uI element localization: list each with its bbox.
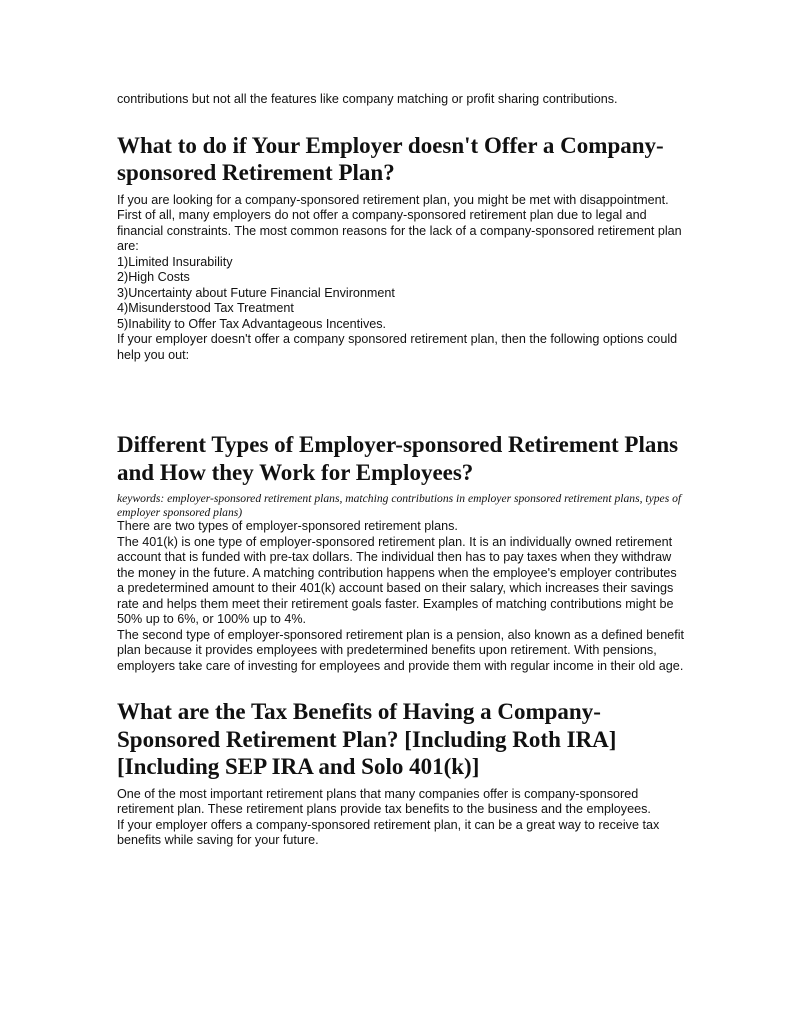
section-heading-types-of-plans: Different Types of Employer-sponsored Retirement Plans and How they Work for Employees?: [117, 432, 679, 485]
section3-paragraph: If your employer offers a company-sponsored retirement plan, it can be a great way to receive tax benefits while saving for your future.: [117, 817, 660, 847]
section1-options-paragraph: If your employer doesn't offer a company sponsored retirement plan, then the following options could help you out:: [117, 332, 678, 362]
section-heading-tax-benefits: What are the Tax Benefits of Having a Company-Sponsored Retirement Plan? [Including Roth IRA] [Including SEP IRA and Solo 401(k)]: [117, 699, 617, 779]
section2-pension-paragraph: The second type of employer-sponsored retirement plan is a pension, also known as a defined benefit plan because it provides employees with predetermined benefits upon retirement. With pensions, employers take care of investing for employees and provide them with regular income in their old age.: [117, 627, 685, 673]
section3-paragraph: One of the most important retirement plans that many companies offer is company-sponsored retirement plan. These retirement plans provide tax benefits to the business and the employees.: [117, 786, 651, 816]
reason-item: 2)High Costs: [117, 270, 190, 284]
reason-item: 5)Inability to Offer Tax Advantageous Incentives.: [117, 316, 387, 331]
reason-item: 4)Misunderstood Tax Treatment: [117, 301, 294, 315]
section2-401k-paragraph: The 401(k) is one type of employer-sponsored retirement plan. It is an individually owned retirement account that is funded with pre-tax dollars. The individual then has to pay taxes when they withdraw the money in the future. A matching contribution happens when the employee's employer contributes a predetermined amount to their 401(k) account based on their salary, which increases their savings rate and helps them meet their retirement goals faster. Examples of matching contributions might be 50% up to 6%, or 100% up to 4%.: [117, 534, 677, 626]
section2-intro-paragraph: There are two types of employer-sponsored retirement plans.: [117, 519, 458, 533]
document-body: [117, 92, 687, 849]
section1-paragraph: If you are looking for a company-sponsored retirement plan, you might be met with disappointment. First of all, many employers do not offer a company-sponsored retirement plan due to legal and financial constraints. The most common reasons for the lack of a company-sponsored retirement plan are:: [117, 192, 682, 253]
intro-paragraph: contributions but not all the features like company matching or profit sharing contributions.: [117, 92, 618, 106]
reason-item: 1)Limited Insurability: [117, 254, 233, 269]
section-heading-no-employer-plan: What to do if Your Employer doesn't Offer a Company-sponsored Retirement Plan?: [117, 132, 664, 185]
keywords-line: keywords: employer-sponsored retirement plans, matching contributions in employer sponsored retirement plans, types of employer sponsored plans): [117, 492, 682, 519]
reason-item: 3)Uncertainty about Future Financial Environment: [117, 285, 395, 300]
